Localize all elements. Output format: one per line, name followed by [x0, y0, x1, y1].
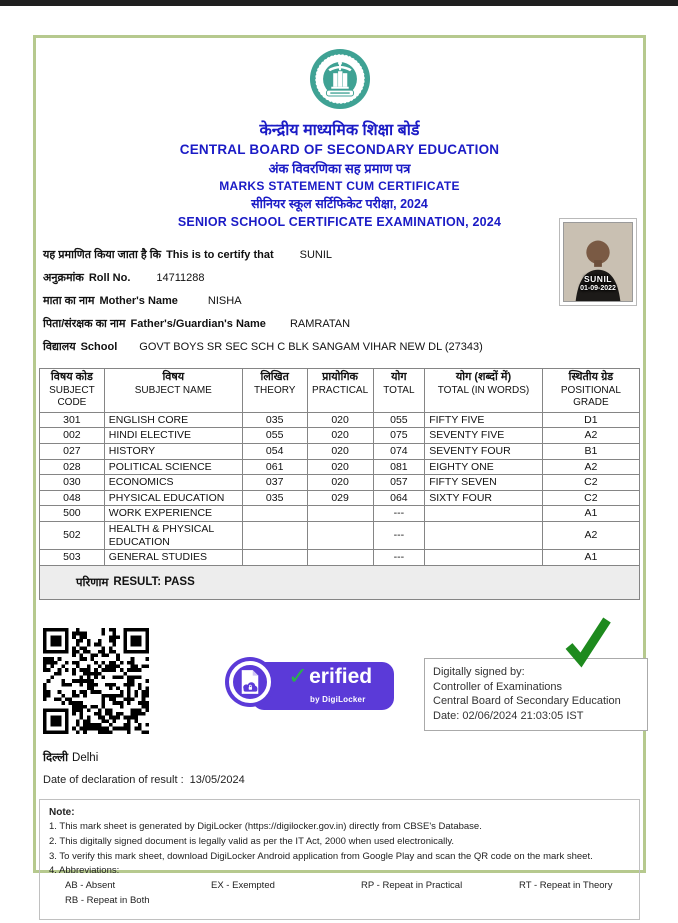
table-cell [307, 550, 373, 566]
father-line [43, 312, 640, 335]
roll-label-english: Roll No. [88, 272, 131, 284]
table-cell: D1 [542, 412, 639, 428]
roll-number: 14711288 [156, 271, 205, 284]
abbrev-row-1 [65, 879, 630, 894]
table-cell: 037 [242, 475, 307, 491]
table-row [40, 412, 640, 428]
mother-label-hindi: माता का नाम [43, 295, 95, 307]
declaration-date: 13/05/2024 [189, 773, 245, 786]
candidate-name: SUNIL [299, 248, 333, 261]
table-cell: HINDI ELECTIVE [104, 428, 242, 444]
table-cell: PHYSICAL EDUCATION [104, 490, 242, 506]
verified-text [288, 662, 373, 690]
table-cell: 020 [307, 412, 373, 428]
table-cell: 020 [307, 475, 373, 491]
mother-line [43, 289, 640, 312]
school-label-hindi: विद्यालय [43, 341, 76, 353]
table-cell: 503 [40, 550, 105, 566]
table-cell: A2 [542, 428, 639, 444]
certify-label-hindi: यह प्रमाणित किया जाता है कि [43, 249, 162, 261]
table-cell: 028 [40, 459, 105, 475]
board-title-hindi: केन्द्रीय माध्यमिक शिक्षा बोर्ड [259, 122, 420, 139]
digilocker-verified-badge [222, 654, 396, 718]
table-cell: WORK EXPERIENCE [104, 506, 242, 522]
table-row [40, 490, 640, 506]
table-cell: HISTORY [104, 443, 242, 459]
table-cell: HEALTH & PHYSICAL EDUCATION [104, 521, 242, 549]
table-cell: FIFTY SEVEN [425, 475, 543, 491]
certificate-header [39, 48, 640, 229]
table-cell: 035 [242, 412, 307, 428]
certificate-frame [33, 35, 646, 906]
signature-line-4: Date: 02/06/2024 21:03:05 IST [433, 710, 584, 723]
declaration-label: Date of declaration of result : [43, 773, 184, 786]
signature-line-2: Controller of Examinations [433, 680, 563, 693]
photo-caption [564, 275, 632, 293]
table-row [40, 443, 640, 459]
table-cell: 502 [40, 521, 105, 549]
certify-label-english: This is to certify that [166, 249, 274, 261]
header-subject-name: विषय SUBJECT NAME [104, 369, 242, 413]
table-cell: 002 [40, 428, 105, 444]
signature-check-icon [559, 614, 615, 670]
marks-table [39, 368, 640, 566]
table-cell: 020 [307, 443, 373, 459]
notes-list [49, 820, 630, 879]
mother-name: NISHA [207, 294, 242, 307]
abbreviation: EX - Exempted [211, 880, 275, 892]
table-row [40, 521, 640, 549]
by-digilocker-text: by DigiLocker [310, 694, 366, 704]
table-cell: A1 [542, 506, 639, 522]
table-cell: 301 [40, 412, 105, 428]
table-cell [425, 521, 543, 549]
note-line: 4. Abbreviations: [49, 865, 120, 877]
table-cell: B1 [542, 443, 639, 459]
result-value: RESULT: PASS [113, 576, 195, 589]
roll-line [43, 266, 640, 289]
table-cell: 081 [373, 459, 425, 475]
abbreviation: RB - Repeat in Both [65, 894, 150, 906]
photo-name: SUNIL [584, 274, 612, 285]
table-row [40, 475, 640, 491]
place-english: Delhi [72, 751, 99, 764]
school-line [43, 335, 640, 358]
certify-line [43, 243, 640, 266]
marks-table-body [40, 412, 640, 565]
table-row [40, 459, 640, 475]
candidate-photo [559, 218, 637, 306]
table-cell [242, 506, 307, 522]
cbse-logo-icon [309, 48, 371, 115]
table-cell: --- [373, 506, 425, 522]
page-top-bar [0, 0, 678, 6]
table-cell: FIFTY FIVE [425, 412, 543, 428]
table-cell: 048 [40, 490, 105, 506]
candidate-info [39, 243, 640, 358]
table-cell: 055 [242, 428, 307, 444]
header-theory: लिखित THEORY [242, 369, 307, 413]
school-name: GOVT BOYS SR SEC SCH C BLK SANGAM VIHAR NEW DL (27343) [139, 340, 483, 353]
table-cell: 035 [242, 490, 307, 506]
table-header-row [40, 369, 640, 413]
table-cell: 027 [40, 443, 105, 459]
table-cell [307, 521, 373, 549]
table-cell: 030 [40, 475, 105, 491]
signature-line-3: Central Board of Secondary Education [433, 695, 621, 708]
table-cell [307, 506, 373, 522]
table-cell: A1 [542, 550, 639, 566]
table-cell: 500 [40, 506, 105, 522]
table-cell: A2 [542, 521, 639, 549]
table-cell [242, 521, 307, 549]
table-cell: --- [373, 521, 425, 549]
abbreviation: AB - Absent [65, 880, 116, 892]
header-practical: प्रायोगिक PRACTICAL [307, 369, 373, 413]
table-cell: C2 [542, 490, 639, 506]
table-row [40, 550, 640, 566]
table-row [40, 428, 640, 444]
exam-title-hindi: सीनियर स्कूल सर्टिफिकेट परीक्षा, 2024 [251, 197, 428, 211]
table-cell: 064 [373, 490, 425, 506]
roll-label-hindi: अनुक्रमांक [43, 272, 84, 284]
document-cloud-icon [229, 661, 271, 703]
table-cell: 061 [242, 459, 307, 475]
table-cell: GENERAL STUDIES [104, 550, 242, 566]
table-cell: 054 [242, 443, 307, 459]
verified-word: erified [309, 664, 373, 688]
note-box [39, 799, 640, 920]
table-cell: SEVENTY FOUR [425, 443, 543, 459]
signature-line-1: Digitally signed by: [433, 665, 525, 678]
table-cell: 020 [307, 428, 373, 444]
table-cell: SEVENTY FIVE [425, 428, 543, 444]
table-cell: 020 [307, 459, 373, 475]
table-cell: C2 [542, 475, 639, 491]
result-label-hindi: परिणाम [76, 576, 109, 589]
table-cell: 029 [307, 490, 373, 506]
table-cell: 074 [373, 443, 425, 459]
table-cell: A2 [542, 459, 639, 475]
header-subject-code: विषय कोड SUBJECT CODE [40, 369, 105, 413]
table-cell: 075 [373, 428, 425, 444]
table-cell: SIXTY FOUR [425, 490, 543, 506]
table-cell: EIGHTY ONE [425, 459, 543, 475]
photo-date: 01-09-2022 [580, 284, 616, 292]
qr-code [43, 628, 149, 734]
note-line: 1. This mark sheet is generated by DigiLocker (https://digilocker.gov.in) directly from CBSE's Database. [49, 821, 482, 833]
school-label-english: School [80, 341, 118, 353]
exam-title-english: SENIOR SCHOOL CERTIFICATE EXAMINATION, 2024 [177, 215, 502, 229]
header-total-words: योग (शब्दों में) TOTAL (IN WORDS) [425, 369, 543, 413]
father-label-english: Father's/Guardian's Name [130, 318, 266, 330]
abbreviation: RP - Repeat in Practical [361, 880, 463, 892]
result-band [39, 566, 640, 600]
abbrev-row-2 [65, 894, 630, 909]
table-row [40, 506, 640, 522]
table-cell [242, 550, 307, 566]
table-cell: ENGLISH CORE [104, 412, 242, 428]
table-cell [425, 506, 543, 522]
note-title: Note: [49, 806, 75, 818]
document-title-english: MARKS STATEMENT CUM CERTIFICATE [219, 179, 460, 193]
table-cell [425, 550, 543, 566]
father-label-hindi: पिता/संरक्षक का नाम [43, 318, 126, 330]
note-line: 3. To verify this mark sheet, download DigiLocker Android application from Google Play and scan the QR code on the mark sheet. [49, 850, 593, 862]
table-cell: 057 [373, 475, 425, 491]
abbreviation: RT - Repeat in Theory [519, 880, 613, 892]
father-name: RAMRATAN [289, 317, 351, 330]
note-line: 2. This digitally signed document is legally valid as per the IT Act, 2000 when used electronically. [49, 835, 455, 847]
board-title-english: CENTRAL BOARD OF SECONDARY EDUCATION [179, 142, 500, 157]
table-cell: 055 [373, 412, 425, 428]
table-cell: ECONOMICS [104, 475, 242, 491]
declaration-line [39, 774, 640, 786]
table-cell: --- [373, 550, 425, 566]
place-line [39, 750, 640, 765]
badge-check-icon: ✓ [288, 662, 309, 690]
place-hindi: दिल्ली [43, 751, 69, 764]
table-cell: POLITICAL SCIENCE [104, 459, 242, 475]
header-total: योग TOTAL [373, 369, 425, 413]
verification-section [39, 628, 640, 740]
document-title-hindi: अंक विवरणिका सह प्रमाण पत्र [268, 161, 411, 176]
header-positional-grade: स्थितीय ग्रेड POSITIONAL GRADE [542, 369, 639, 413]
mother-label-english: Mother's Name [99, 295, 178, 307]
